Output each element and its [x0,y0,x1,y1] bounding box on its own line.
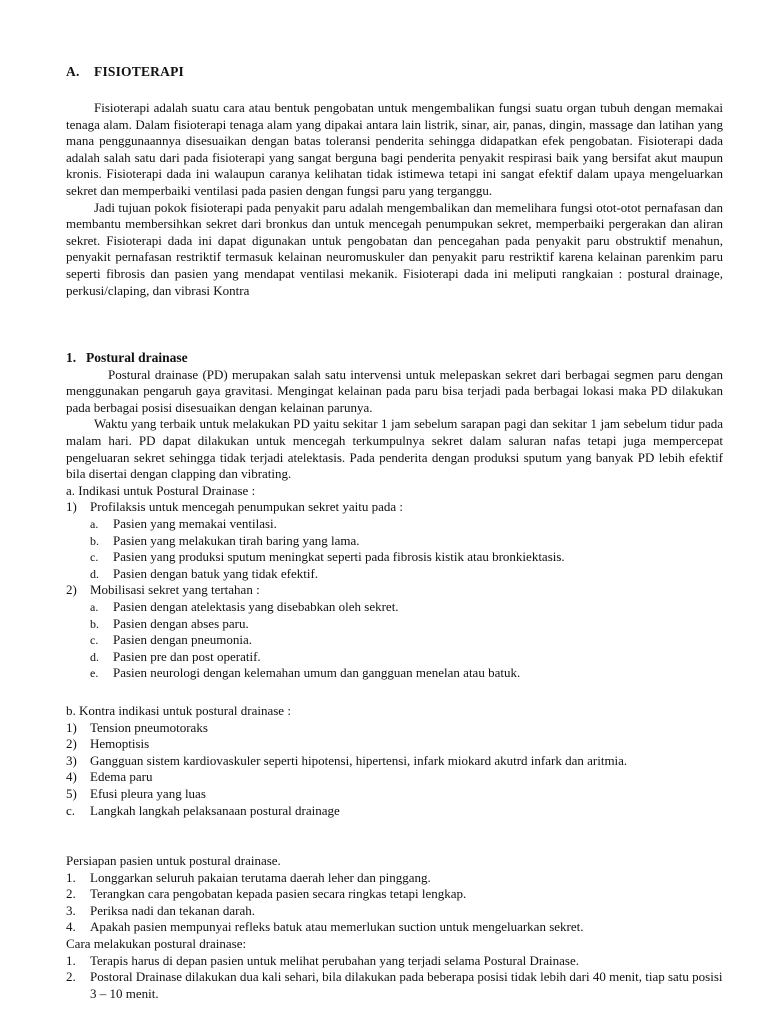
list-item [90,599,723,616]
indikasi-label: a. Indikasi untuk Postural Drainase : [66,482,256,498]
cara-label: Cara melakukan postural drainase: [66,935,247,951]
section-1-paragraph-2: Waktu yang terbaik untuk melakukan PD yaitu sekitar 1 jam sebelum sarapan pagi dan sekitar 1 jam sebelum tidur pada malam hari. PD dapat dilakukan untuk mencegah terkumpulnya sekret dalam saluran nafas tetapi juga mempercepat pengeluaran sekret sehingga tidak terjadi atelektasis. Pada penderita dengan produksi sputum yang banyak PD lebih efektif bila disertai dengan clapping dan vibrating. [66,416,723,482]
list-letter: c. [90,633,99,648]
list-number: 1) [66,499,77,515]
list-item [90,516,723,533]
list-number: 2) [66,582,77,598]
list-item [90,649,723,666]
kontra-block [66,703,723,819]
section-heading [66,64,184,81]
indikasi-sublist-1 [66,516,723,582]
list-number: 4. [66,919,76,935]
indikasi-list [66,499,723,516]
list-item [66,919,723,936]
list-item [90,566,723,583]
list-text: Pasien neurologi dengan kelemahan umum dan gangguan menelan atau batuk. [113,665,521,681]
intro-paragraph-1: Fisioterapi adalah suatu cara atau bentuk pengobatan untuk mengembalikan fungsi suatu organ tubuh dengan memakai tenaga alam. Dalam fisioterapi tenaga alam yang dipakai antara lain listrik, sinar, air, panas, dingin, massage dan latihan yang mana penggunaannya disesuaikan dengan batas toleransi penderita sehingga didapatkan efek pengobatan. Fisioterapi dada adalah salah satu dari pada fisioterapi yang sangat berguna bagi penderita penyakit respirasi baik yang bersifat akut maupun kronis. Fisioterapi dada ini walaupun caranya kelihatan tidak istimewa tetapi ini sangat efektif dalam upaya mengeluarkan sekret dan memperbaiki ventilasi pada pasien dengan fungsi paru yang terganggu. [66,100,723,198]
persiapan-list [66,870,723,936]
intro-paragraph-2: Jadi tujuan pokok fisioterapi pada penyakit paru adalah mengembalikan dan memelihara fungsi otot-otot pernafasan dan membantu membersihkan sekret dari bronkus dan untuk mencegah penumpukan sekret, memperbaiki pergerakan dan aliran sekret. Fisioterapi dada ini dapat digunakan untuk pengobatan dan pencegahan pada penyakit paru obstruktif menahun, penyakit pernafasan restriktif termasuk kelainan neuromuskuler dan penyakit paru restriktif karena kelainan parenkim paru seperti fibrosis dan pasien yang mendapat ventilasi mekanik. Fisioterapi dada ini meliputi rangkaian : postural drainage, perkusi/claping, dan vibrasi Kontra [66,199,723,298]
list-letter: a. [90,516,99,531]
list-text: Pasien dengan abses paru. [113,615,249,631]
list-text: Terangkan cara pengobatan kepada pasien secara ringkas tetapi lengkap. [90,886,467,902]
list-text: Efusi pleura yang luas [90,785,206,801]
list-item [66,720,723,737]
heading-letter: A. [66,64,80,79]
list-text: Edema paru [90,769,153,785]
section-1-title: Postural drainase [86,350,188,365]
indikasi-list-2 [66,582,723,599]
list-text: Mobilisasi sekret yang tertahan : [90,582,260,598]
indikasi-sublist-2 [66,599,723,682]
list-item [66,769,723,786]
list-letter: b. [90,616,99,631]
cara-list [66,953,723,1003]
list-item [66,753,723,770]
list-number: 2. [66,886,76,902]
list-text: Pasien dengan atelektasis yang disebabkan oleh sekret. [113,598,399,614]
kontra-list [66,720,723,820]
list-letter: e. [90,666,99,681]
list-text: Pasien dengan pneumonia. [113,632,252,648]
list-text: Terapis harus di depan pasien untuk melihat perubahan yang terjadi selama Postural Drainase. [90,952,579,968]
list-number: 1. [66,869,76,885]
list-letter: a. [90,599,99,614]
list-item [66,786,723,803]
list-letter: d. [90,566,99,581]
list-text: Postoral Drainase dilakukan dua kali sehari, bila dilakukan pada beberapa posisi tidak lebih dari 40 menit, tiap satu posisi 3 – 10 menit. [90,969,723,1001]
list-letter: c. [90,550,99,565]
list-text: Longgarkan seluruh pakaian terutama daerah leher dan pinggang. [90,869,431,885]
list-item [66,803,723,820]
list-text: Apakah pasien mempunyai refleks batuk atau memerlukan suction untuk mengeluarkan sekret. [90,919,584,935]
intro-block [66,100,723,299]
list-text: Pasien yang memakai ventilasi. [113,515,277,531]
list-number: 1) [66,719,77,735]
list-number: c. [66,802,76,818]
list-text: Pasien pre dan post operatif. [113,648,261,664]
list-number: 3. [66,902,76,918]
list-text: Pasien yang produksi sputum meningkat seperti pada fibrosis kistik atau bronkiektasis. [113,549,565,565]
list-number: 4) [66,769,77,785]
list-text: Gangguan sistem kardiovaskuler seperti hipotensi, hipertensi, infark miokard akutrd infark dan aritmia. [90,752,628,768]
list-text: Langkah langkah pelaksanaan postural drainage [90,802,340,818]
section-1-paragraph-1: Postural drainase (PD) merupakan salah satu intervensi untuk melepaskan sekret dari berbagai segmen paru dengan menggunakan pengaruh gaya gravitasi. Mengingat kelainan pada paru bisa terjadi pada berbagai lokasi maka PD dilakukan pada berbagai posisi disesuaikan dengan kelainan parunya. [66,366,723,415]
list-letter: d. [90,649,99,664]
section-1-block [66,350,723,682]
list-number: 1. [66,952,76,968]
list-item [90,549,723,566]
list-item [66,953,723,970]
list-number: 2. [66,969,76,985]
list-item [90,632,723,649]
persiapan-block [66,853,723,1002]
list-item [66,903,723,920]
heading-title: FISIOTERAPI [94,64,184,79]
list-item [90,665,723,682]
list-letter: b. [90,533,99,548]
indikasi-group [66,499,723,516]
persiapan-label: Persiapan pasien untuk postural drainase. [66,853,281,868]
list-item [66,886,723,903]
list-text: Pasien dengan batuk yang tidak efektif. [113,565,319,581]
list-text: Hemoptisis [90,736,150,752]
list-number: 3) [66,752,77,768]
section-1-heading [66,350,723,367]
list-text: Pasien yang melakukan tirah baring yang lama. [113,532,360,548]
list-item [90,616,723,633]
list-item [66,736,723,753]
list-item [66,969,723,1002]
indikasi-group [66,582,723,599]
kontra-label: b. Kontra indikasi untuk postural drainase : [66,703,291,718]
list-number: 5) [66,785,77,801]
list-text: Periksa nadi dan tekanan darah. [90,902,255,918]
list-number: 2) [66,736,77,752]
list-text: Profilaksis untuk mencegah penumpukan sekret yaitu pada : [90,499,404,515]
section-1-number: 1. [66,350,77,365]
list-text: Tension pneumotoraks [90,719,208,735]
list-item [66,870,723,887]
list-item [90,533,723,550]
